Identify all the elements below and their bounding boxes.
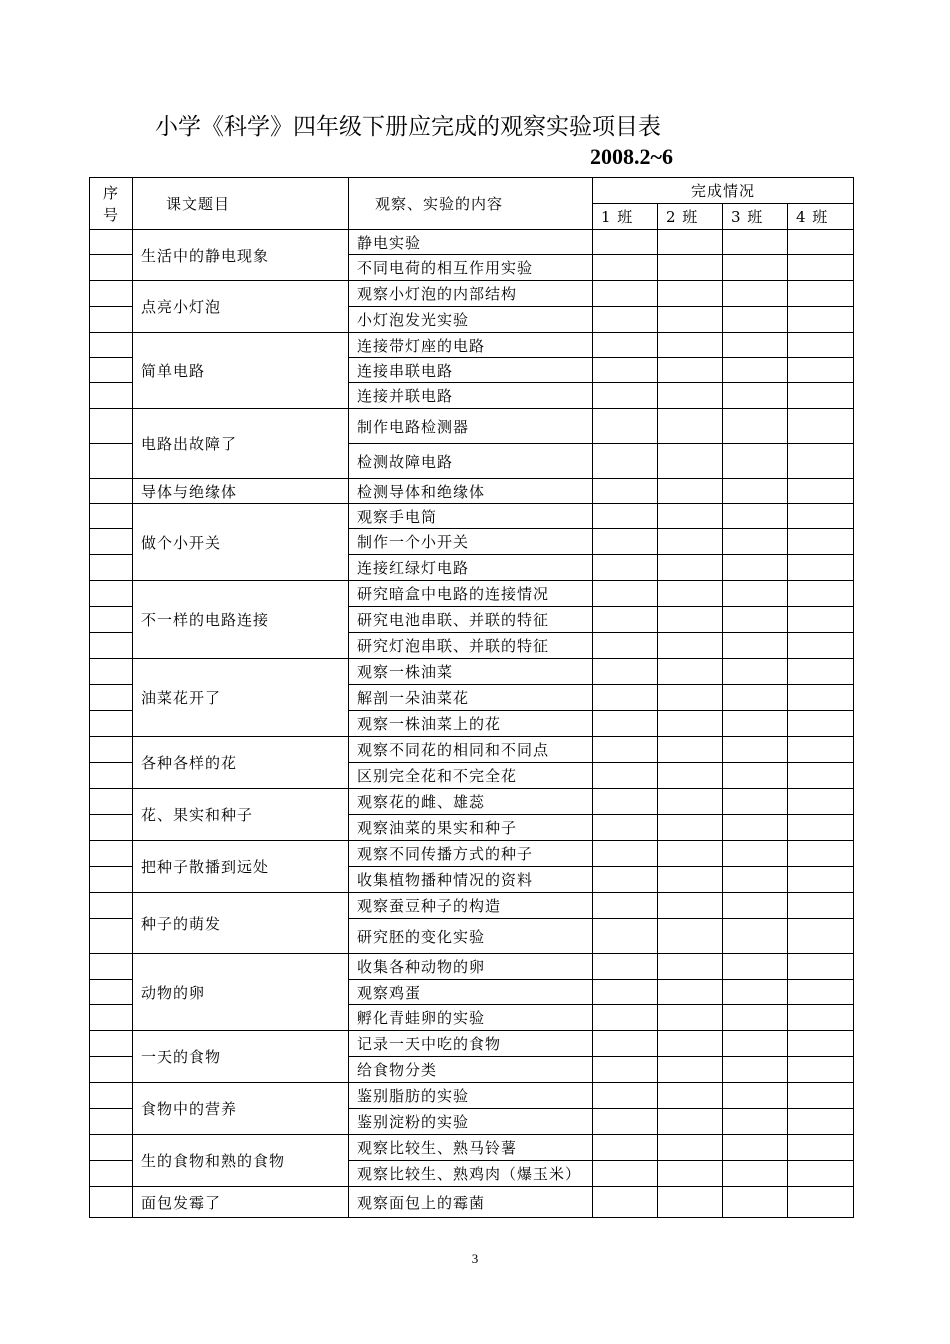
completion-class-4-cell[interactable] [788, 479, 854, 504]
header-class-3: 3 班 [723, 204, 788, 230]
completion-class-3-cell[interactable] [723, 1109, 788, 1135]
completion-class-1-cell[interactable] [593, 1109, 658, 1135]
completion-class-4-cell[interactable] [788, 1135, 854, 1161]
completion-class-4-cell[interactable] [788, 383, 854, 409]
completion-class-1-cell[interactable] [593, 1135, 658, 1161]
completion-class-3-cell[interactable] [723, 685, 788, 711]
completion-class-2-cell[interactable] [658, 919, 723, 954]
table-row [90, 281, 854, 307]
completion-class-2-cell[interactable] [658, 1135, 723, 1161]
header-content: 观察、实验的内容 [349, 178, 593, 230]
completion-class-3-cell[interactable] [723, 529, 788, 555]
seq-cell [90, 358, 133, 383]
lesson-title-cell: 各种各样的花 [133, 737, 349, 789]
completion-class-4-cell[interactable] [788, 444, 854, 479]
completion-class-2-cell[interactable] [658, 1109, 723, 1135]
experiment-content-cell: 连接带灯座的电路 [349, 333, 593, 358]
completion-class-4-cell[interactable] [788, 980, 854, 1005]
header-class-4: 4 班 [788, 204, 854, 230]
table-row [90, 1187, 854, 1218]
completion-class-2-cell[interactable] [658, 555, 723, 581]
completion-class-1-cell[interactable] [593, 607, 658, 633]
table-row [90, 504, 854, 529]
completion-class-3-cell[interactable] [723, 1083, 788, 1109]
seq-cell [90, 1057, 133, 1083]
completion-class-4-cell[interactable] [788, 919, 854, 954]
header-seq-top: 序 [102, 183, 119, 202]
table-row [90, 581, 854, 607]
lesson-title-cell: 不一样的电路连接 [133, 581, 349, 659]
completion-class-4-cell[interactable] [788, 841, 854, 867]
experiment-table [89, 177, 854, 1218]
experiment-content-cell: 静电实验 [349, 230, 593, 255]
table-body [90, 230, 854, 1218]
lesson-title-cell: 种子的萌发 [133, 893, 349, 954]
completion-class-3-cell[interactable] [723, 919, 788, 954]
completion-class-1-cell[interactable] [593, 230, 658, 255]
completion-class-3-cell[interactable] [723, 1057, 788, 1083]
completion-class-4-cell[interactable] [788, 1031, 854, 1057]
experiment-content-cell: 连接并联电路 [349, 383, 593, 409]
experiment-content-cell: 观察比较生、熟马铃薯 [349, 1135, 593, 1161]
seq-cell [90, 333, 133, 358]
completion-class-2-cell[interactable] [658, 980, 723, 1005]
completion-class-3-cell[interactable] [723, 737, 788, 763]
completion-class-2-cell[interactable] [658, 281, 723, 307]
experiment-content-cell: 孵化青蛙卵的实验 [349, 1005, 593, 1031]
completion-class-2-cell[interactable] [658, 763, 723, 789]
completion-class-2-cell[interactable] [658, 504, 723, 529]
header-seq [90, 178, 133, 230]
completion-class-1-cell[interactable] [593, 504, 658, 529]
completion-class-2-cell[interactable] [658, 1031, 723, 1057]
completion-class-3-cell[interactable] [723, 1031, 788, 1057]
completion-class-1-cell[interactable] [593, 789, 658, 815]
seq-cell [90, 893, 133, 919]
lesson-title-cell: 做个小开关 [133, 504, 349, 581]
lesson-title-cell: 一天的食物 [133, 1031, 349, 1083]
completion-class-1-cell[interactable] [593, 1005, 658, 1031]
completion-class-1-cell[interactable] [593, 1083, 658, 1109]
completion-class-3-cell[interactable] [723, 333, 788, 358]
completion-class-2-cell[interactable] [658, 841, 723, 867]
seq-cell [90, 230, 133, 255]
completion-class-1-cell[interactable] [593, 555, 658, 581]
completion-class-4-cell[interactable] [788, 555, 854, 581]
header-class-1: 1 班 [593, 204, 658, 230]
completion-class-4-cell[interactable] [788, 815, 854, 841]
lesson-title-cell: 生活中的静电现象 [133, 230, 349, 281]
completion-class-4-cell[interactable] [788, 504, 854, 529]
experiment-content-cell: 观察鸡蛋 [349, 980, 593, 1005]
completion-class-1-cell[interactable] [593, 1031, 658, 1057]
experiment-content-cell: 观察不同花的相同和不同点 [349, 737, 593, 763]
completion-class-2-cell[interactable] [658, 789, 723, 815]
completion-class-3-cell[interactable] [723, 867, 788, 893]
completion-class-4-cell[interactable] [788, 763, 854, 789]
experiment-content-cell: 制作一个小开关 [349, 529, 593, 555]
completion-class-1-cell[interactable] [593, 893, 658, 919]
completion-class-3-cell[interactable] [723, 954, 788, 980]
completion-class-4-cell[interactable] [788, 1187, 854, 1218]
experiment-content-cell: 区别完全花和不完全花 [349, 763, 593, 789]
completion-class-3-cell[interactable] [723, 358, 788, 383]
seq-cell [90, 763, 133, 789]
completion-class-2-cell[interactable] [658, 685, 723, 711]
seq-cell [90, 711, 133, 737]
completion-class-3-cell[interactable] [723, 763, 788, 789]
completion-class-2-cell[interactable] [658, 230, 723, 255]
lesson-title-cell: 动物的卵 [133, 954, 349, 1031]
completion-class-4-cell[interactable] [788, 685, 854, 711]
completion-class-1-cell[interactable] [593, 581, 658, 607]
completion-class-2-cell[interactable] [658, 1005, 723, 1031]
completion-class-3-cell[interactable] [723, 555, 788, 581]
document-title: 小学《科学》四年级下册应完成的观察实验项目表 [155, 114, 661, 140]
table-row [90, 1031, 854, 1057]
completion-class-4-cell[interactable] [788, 1005, 854, 1031]
completion-class-1-cell[interactable] [593, 307, 658, 333]
completion-class-2-cell[interactable] [658, 954, 723, 980]
completion-class-2-cell[interactable] [658, 867, 723, 893]
completion-class-2-cell[interactable] [658, 711, 723, 737]
completion-class-4-cell[interactable] [788, 1083, 854, 1109]
header-seq-bottom: 号 [102, 205, 119, 224]
completion-class-1-cell[interactable] [593, 867, 658, 893]
experiment-content-cell: 观察一株油菜上的花 [349, 711, 593, 737]
experiment-content-cell: 观察手电筒 [349, 504, 593, 529]
seq-cell [90, 1161, 133, 1187]
experiment-content-cell: 给食物分类 [349, 1057, 593, 1083]
lesson-title-cell: 花、果实和种子 [133, 789, 349, 841]
seq-cell [90, 815, 133, 841]
header-class-2: 2 班 [658, 204, 723, 230]
experiment-content-cell: 记录一天中吃的食物 [349, 1031, 593, 1057]
completion-class-2-cell[interactable] [658, 893, 723, 919]
experiment-content-cell: 观察面包上的霉菌 [349, 1187, 593, 1218]
experiment-content-cell: 收集各种动物的卵 [349, 954, 593, 980]
document-date: 2008.2~6 [590, 144, 673, 169]
completion-class-1-cell[interactable] [593, 1057, 658, 1083]
completion-class-1-cell[interactable] [593, 841, 658, 867]
seq-cell [90, 1005, 133, 1031]
lesson-title-cell: 生的食物和熟的食物 [133, 1135, 349, 1187]
completion-class-1-cell[interactable] [593, 954, 658, 980]
experiment-content-cell: 制作电路检测器 [349, 409, 593, 444]
experiment-content-cell: 小灯泡发光实验 [349, 307, 593, 333]
seq-cell [90, 479, 133, 504]
header-lesson: 课文题目 [133, 178, 349, 230]
completion-class-4-cell[interactable] [788, 1057, 854, 1083]
experiment-content-cell: 连接串联电路 [349, 358, 593, 383]
completion-class-4-cell[interactable] [788, 358, 854, 383]
seq-cell [90, 954, 133, 980]
table-row [90, 893, 854, 919]
seq-cell [90, 789, 133, 815]
seq-cell [90, 1031, 133, 1057]
completion-class-1-cell[interactable] [593, 1187, 658, 1218]
completion-class-4-cell[interactable] [788, 1161, 854, 1187]
completion-class-4-cell[interactable] [788, 281, 854, 307]
lesson-title-cell: 油菜花开了 [133, 659, 349, 737]
lesson-title-cell: 食物中的营养 [133, 1083, 349, 1135]
completion-class-4-cell[interactable] [788, 1109, 854, 1135]
seq-cell [90, 281, 133, 307]
completion-class-3-cell[interactable] [723, 504, 788, 529]
completion-class-3-cell[interactable] [723, 893, 788, 919]
completion-class-1-cell[interactable] [593, 479, 658, 504]
completion-class-1-cell[interactable] [593, 529, 658, 555]
completion-class-4-cell[interactable] [788, 529, 854, 555]
experiment-content-cell: 解剖一朵油菜花 [349, 685, 593, 711]
completion-class-2-cell[interactable] [658, 1083, 723, 1109]
seq-cell [90, 685, 133, 711]
completion-class-1-cell[interactable] [593, 409, 658, 444]
experiment-content-cell: 研究电池串联、并联的特征 [349, 607, 593, 633]
completion-class-2-cell[interactable] [658, 409, 723, 444]
seq-cell [90, 444, 133, 479]
completion-class-4-cell[interactable] [788, 409, 854, 444]
completion-class-1-cell[interactable] [593, 358, 658, 383]
completion-class-4-cell[interactable] [788, 737, 854, 763]
completion-class-1-cell[interactable] [593, 281, 658, 307]
table-row [90, 1135, 854, 1161]
experiment-content-cell: 观察小灯泡的内部结构 [349, 281, 593, 307]
completion-class-2-cell[interactable] [658, 581, 723, 607]
experiment-content-cell: 观察一株油菜 [349, 659, 593, 685]
completion-class-3-cell[interactable] [723, 659, 788, 685]
completion-class-3-cell[interactable] [723, 1187, 788, 1218]
table-row [90, 333, 854, 358]
completion-class-3-cell[interactable] [723, 409, 788, 444]
completion-class-4-cell[interactable] [788, 333, 854, 358]
completion-class-2-cell[interactable] [658, 815, 723, 841]
completion-class-4-cell[interactable] [788, 789, 854, 815]
completion-class-1-cell[interactable] [593, 980, 658, 1005]
seq-cell [90, 919, 133, 954]
table-row [90, 1083, 854, 1109]
experiment-content-cell: 观察不同传播方式的种子 [349, 841, 593, 867]
seq-cell [90, 867, 133, 893]
completion-class-3-cell[interactable] [723, 1005, 788, 1031]
seq-cell [90, 1109, 133, 1135]
completion-class-3-cell[interactable] [723, 1161, 788, 1187]
experiment-content-cell: 鉴别脂肪的实验 [349, 1083, 593, 1109]
completion-class-3-cell[interactable] [723, 633, 788, 659]
completion-class-4-cell[interactable] [788, 867, 854, 893]
completion-class-3-cell[interactable] [723, 281, 788, 307]
experiment-content-cell: 检测导体和绝缘体 [349, 479, 593, 504]
table-row [90, 737, 854, 763]
experiment-content-cell: 鉴别淀粉的实验 [349, 1109, 593, 1135]
seq-cell [90, 737, 133, 763]
table-row [90, 659, 854, 685]
completion-class-3-cell[interactable] [723, 815, 788, 841]
completion-class-3-cell[interactable] [723, 255, 788, 281]
completion-class-4-cell[interactable] [788, 255, 854, 281]
completion-class-1-cell[interactable] [593, 685, 658, 711]
seq-cell [90, 307, 133, 333]
completion-class-3-cell[interactable] [723, 383, 788, 409]
table-row [90, 954, 854, 980]
completion-class-1-cell[interactable] [593, 333, 658, 358]
completion-class-2-cell[interactable] [658, 333, 723, 358]
lesson-title-cell: 面包发霉了 [133, 1187, 349, 1218]
experiment-content-cell: 收集植物播种情况的资料 [349, 867, 593, 893]
completion-class-2-cell[interactable] [658, 479, 723, 504]
seq-cell [90, 1187, 133, 1218]
completion-class-1-cell[interactable] [593, 711, 658, 737]
table-row [90, 230, 854, 255]
lesson-title-cell: 简单电路 [133, 333, 349, 409]
seq-cell [90, 1135, 133, 1161]
seq-cell [90, 255, 133, 281]
lesson-title-cell: 导体与绝缘体 [133, 479, 349, 504]
seq-cell [90, 555, 133, 581]
completion-class-4-cell[interactable] [788, 633, 854, 659]
completion-class-3-cell[interactable] [723, 841, 788, 867]
completion-class-2-cell[interactable] [658, 1161, 723, 1187]
completion-class-4-cell[interactable] [788, 954, 854, 980]
experiment-content-cell: 连接红绿灯电路 [349, 555, 593, 581]
completion-class-1-cell[interactable] [593, 444, 658, 479]
completion-class-1-cell[interactable] [593, 815, 658, 841]
completion-class-4-cell[interactable] [788, 307, 854, 333]
seq-cell [90, 607, 133, 633]
completion-class-4-cell[interactable] [788, 607, 854, 633]
completion-class-3-cell[interactable] [723, 980, 788, 1005]
completion-class-1-cell[interactable] [593, 255, 658, 281]
lesson-title-cell: 点亮小灯泡 [133, 281, 349, 333]
completion-class-2-cell[interactable] [658, 529, 723, 555]
lesson-title-cell: 把种子散播到远处 [133, 841, 349, 893]
completion-class-2-cell[interactable] [658, 607, 723, 633]
completion-class-1-cell[interactable] [593, 919, 658, 954]
completion-class-3-cell[interactable] [723, 1135, 788, 1161]
seq-cell [90, 841, 133, 867]
completion-class-2-cell[interactable] [658, 659, 723, 685]
experiment-content-cell: 研究暗盒中电路的连接情况 [349, 581, 593, 607]
completion-class-2-cell[interactable] [658, 358, 723, 383]
completion-class-2-cell[interactable] [658, 383, 723, 409]
completion-class-3-cell[interactable] [723, 789, 788, 815]
completion-class-4-cell[interactable] [788, 711, 854, 737]
seq-cell [90, 409, 133, 444]
completion-class-1-cell[interactable] [593, 737, 658, 763]
experiment-content-cell: 检测故障电路 [349, 444, 593, 479]
completion-class-1-cell[interactable] [593, 1161, 658, 1187]
completion-class-1-cell[interactable] [593, 383, 658, 409]
page-number: 3 [471, 1251, 479, 1266]
lesson-title-cell: 电路出故障了 [133, 409, 349, 479]
seq-cell [90, 1083, 133, 1109]
completion-class-3-cell[interactable] [723, 230, 788, 255]
completion-class-3-cell[interactable] [723, 711, 788, 737]
completion-class-1-cell[interactable] [593, 763, 658, 789]
completion-class-2-cell[interactable] [658, 737, 723, 763]
completion-class-1-cell[interactable] [593, 659, 658, 685]
completion-class-3-cell[interactable] [723, 607, 788, 633]
completion-class-1-cell[interactable] [593, 633, 658, 659]
experiment-content-cell: 观察油菜的果实和种子 [349, 815, 593, 841]
completion-class-4-cell[interactable] [788, 893, 854, 919]
experiment-content-cell: 研究灯泡串联、并联的特征 [349, 633, 593, 659]
completion-class-2-cell[interactable] [658, 444, 723, 479]
table-row [90, 409, 854, 444]
seq-cell [90, 633, 133, 659]
completion-class-2-cell[interactable] [658, 307, 723, 333]
seq-cell [90, 980, 133, 1005]
seq-cell [90, 504, 133, 529]
table-row [90, 789, 854, 815]
completion-class-2-cell[interactable] [658, 1187, 723, 1218]
completion-class-3-cell[interactable] [723, 307, 788, 333]
experiment-content-cell: 观察花的雌、雄蕊 [349, 789, 593, 815]
seq-cell [90, 383, 133, 409]
table-row [90, 479, 854, 504]
completion-class-3-cell[interactable] [723, 479, 788, 504]
experiment-content-cell: 研究胚的变化实验 [349, 919, 593, 954]
experiment-content-cell: 观察蚕豆种子的构造 [349, 893, 593, 919]
experiment-content-cell: 观察比较生、熟鸡肉（爆玉米） [349, 1161, 593, 1187]
header-completion: 完成情况 [593, 178, 854, 204]
completion-class-3-cell[interactable] [723, 581, 788, 607]
seq-cell [90, 581, 133, 607]
completion-class-3-cell[interactable] [723, 444, 788, 479]
experiment-content-cell: 不同电荷的相互作用实验 [349, 255, 593, 281]
completion-class-2-cell[interactable] [658, 1057, 723, 1083]
completion-class-4-cell[interactable] [788, 230, 854, 255]
completion-class-4-cell[interactable] [788, 659, 854, 685]
seq-cell [90, 529, 133, 555]
table-row [90, 841, 854, 867]
seq-cell [90, 659, 133, 685]
completion-class-2-cell[interactable] [658, 255, 723, 281]
completion-class-2-cell[interactable] [658, 633, 723, 659]
completion-class-4-cell[interactable] [788, 581, 854, 607]
